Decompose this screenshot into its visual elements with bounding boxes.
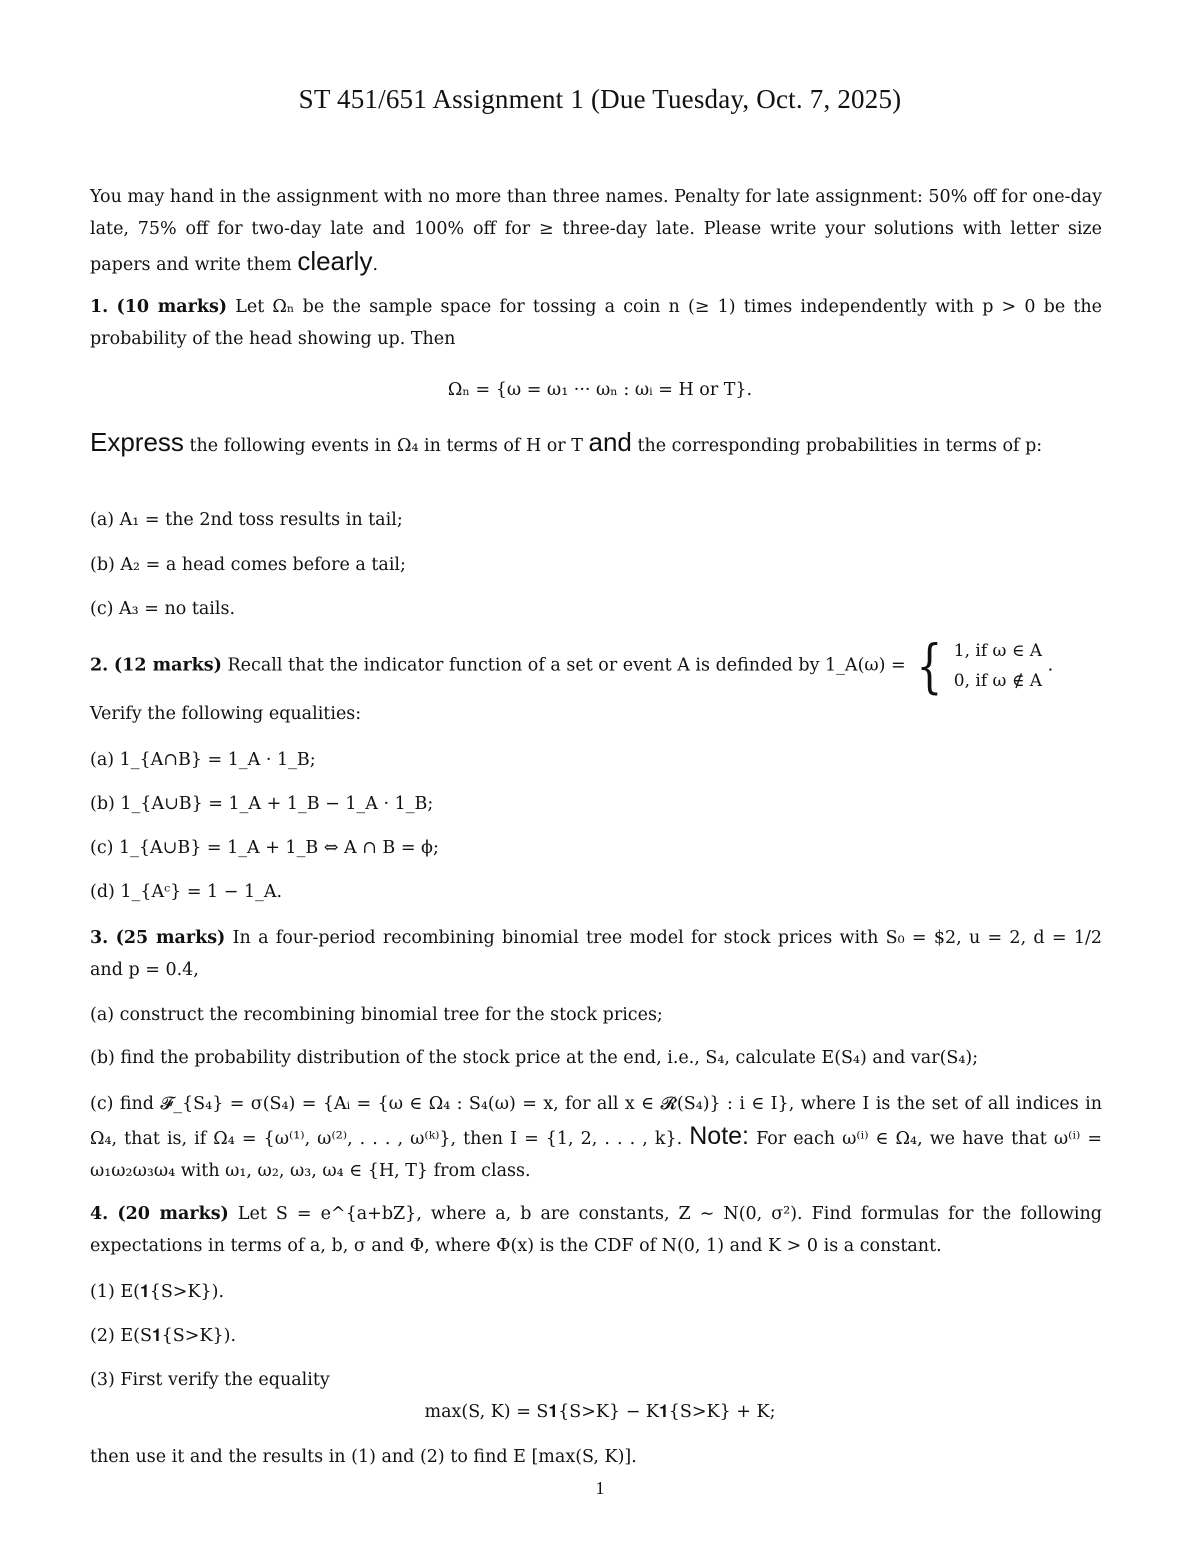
q3-text: In a four-period recombining binomial tree model for stock prices with S₀ = $2, u = 2, d = 1/2 and p = 0.4, bbox=[90, 928, 1102, 980]
q3-part-c-text: (c) find 𝓕_{S₄} = σ(S₄) = {Aᵢ = {ω ∈ Ω₄ : S₄(ω) = x, for all x ∈ 𝓡(S₄)} : i ∈ I}, where I is the set of all indices in Ω₄, that is, if Ω₄ = {ω⁽¹⁾, ω⁽²⁾, . . . , ω⁽ᵏ⁾}, then I = {1, 2, . . . , k}. bbox=[90, 1094, 1102, 1149]
q3-label: 3. bbox=[90, 928, 109, 948]
q1-instruction bbox=[90, 426, 1102, 462]
intro-text: You may hand in the assignment with no more than three names. Penalty for late assignment: 50% off for one-day late, 75% off for two-day late and 100% off for ≥ three-day late. Please write your solutions with letter size papers and write them bbox=[90, 187, 1102, 275]
q1-instruction-express: Express bbox=[90, 427, 184, 457]
page-number: 1 bbox=[595, 1478, 605, 1498]
q2-label: 2. bbox=[90, 655, 109, 676]
q2-part-a: (a) 1_{A∩B} = 1_A · 1_B; bbox=[90, 750, 316, 770]
q2-marks: (12 marks) bbox=[113, 655, 222, 676]
q4-part-2: (2) E(S𝟏{S>K}). bbox=[90, 1326, 237, 1346]
q4-text: Let S = e^{a+bZ}, where a, b are constants, Z ∼ N(0, σ²). Find formulas for the following expectations in terms of a, b, σ and Φ, where Φ(x) is the CDF of N(0, 1) and K > 0 is a constant. bbox=[90, 1204, 1102, 1256]
q3-marks: (25 marks) bbox=[115, 928, 226, 948]
q1-text: Let Ωₙ be the sample space for tossing a coin n (≥ 1) times independently with p > 0 be the probability of the head showing up. Then bbox=[90, 297, 1102, 349]
q3-part-c bbox=[90, 1088, 1102, 1187]
q3-part-a: (a) construct the recombining binomial tree for the stock prices; bbox=[90, 1005, 663, 1025]
left-brace-symbol: { bbox=[916, 632, 943, 700]
intro-emphasis: clearly bbox=[297, 246, 373, 276]
q1-marks: (10 marks) bbox=[116, 297, 228, 317]
q1-instruction-mid: the following events in Ω₄ in terms of H or T bbox=[189, 436, 583, 456]
q2-part-d: (d) 1_{Aᶜ} = 1 − 1_A. bbox=[90, 882, 283, 902]
q4-marks: (20 marks) bbox=[117, 1204, 229, 1224]
indicator-case-2: 0, if ω ∉ A bbox=[953, 671, 1043, 691]
q3-note: Note: bbox=[689, 1122, 749, 1150]
q4-closing: then use it and the results in (1) and (2) to find E [max(S, K)]. bbox=[90, 1447, 637, 1467]
intro-paragraph bbox=[90, 181, 1102, 281]
indicator-case-1: 1, if ω ∈ A bbox=[953, 641, 1043, 661]
question-3 bbox=[90, 922, 1102, 986]
q3-part-b: (b) find the probability distribution of the stock price at the end, i.e., S₄, calculate E(S₄) and var(S₄); bbox=[90, 1048, 979, 1068]
q1-display-equation: Ωₙ = {ω = ω₁ ··· ωₙ : ωᵢ = H or T}. bbox=[447, 380, 753, 400]
question-2 bbox=[90, 632, 1110, 700]
q2-part-b: (b) 1_{A∪B} = 1_A + 1_B − 1_A · 1_B; bbox=[90, 794, 434, 814]
q1-instruction-and: and bbox=[588, 427, 632, 457]
q1-part-a: (a) A₁ = the 2nd toss results in tail; bbox=[90, 510, 403, 530]
q2-verify: Verify the following equalities: bbox=[90, 704, 362, 724]
q4-part-1: (1) E(𝟏{S>K}). bbox=[90, 1282, 225, 1302]
q1-instruction-end: the corresponding probabilities in terms of p: bbox=[637, 436, 1043, 456]
indicator-cases bbox=[954, 636, 1042, 696]
q2-text: Recall that the indicator function of a set or event A is definded by 1_A(ω) = bbox=[227, 655, 906, 676]
q4-display-equation: max(S, K) = S𝟏{S>K} − K𝟏{S>K} + K; bbox=[424, 1402, 776, 1422]
q4-label: 4. bbox=[90, 1204, 109, 1224]
q2-after: . bbox=[1047, 655, 1054, 676]
question-4 bbox=[90, 1198, 1102, 1262]
q1-part-b: (b) A₂ = a head comes before a tail; bbox=[90, 555, 406, 575]
q3-part-c-end: For each ω⁽ⁱ⁾ ∈ Ω₄, we have that ω⁽ⁱ⁾ = ω₁ω₂ω₃ω₄ with ω₁, ω₂, ω₃, ω₄ ∈ {H, T} from class. bbox=[90, 1129, 1102, 1181]
q1-label: 1. bbox=[90, 297, 109, 317]
page-title: ST 451/651 Assignment 1 (Due Tuesday, Oct. 7, 2025) bbox=[298, 84, 902, 114]
intro-end: . bbox=[372, 255, 379, 275]
q2-part-c: (c) 1_{A∪B} = 1_A + 1_B ⇔ A ∩ B = ϕ; bbox=[90, 838, 439, 858]
q4-part-3: (3) First verify the equality bbox=[90, 1370, 330, 1390]
q1-part-c: (c) A₃ = no tails. bbox=[90, 599, 236, 619]
question-1 bbox=[90, 291, 1102, 355]
